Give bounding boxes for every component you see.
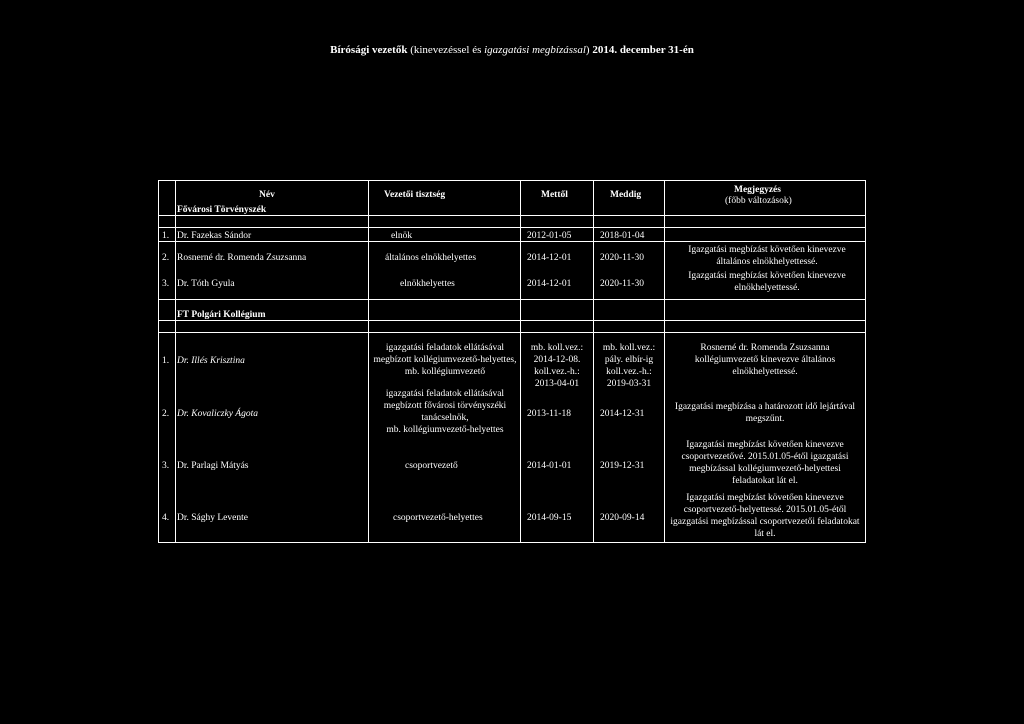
row-note: Rosnerné dr. Romenda Zsuzsanna xyxy=(700,343,830,353)
header-notes: Megjegyzés xyxy=(734,185,781,195)
row-note: megbízással kollégiumvezető-helyettesi xyxy=(689,464,841,474)
row-name: Dr. Tóth Gyula xyxy=(177,279,235,289)
section-title-court: Fővárosi Törvényszék xyxy=(177,205,267,215)
row-position: csoportvezető xyxy=(405,461,458,471)
row-divider xyxy=(159,227,865,228)
row-until: 2020-11-30 xyxy=(600,279,644,289)
row-note: általános elnökhelyettessé. xyxy=(716,257,818,267)
row-name: Dr. Sághy Levente xyxy=(177,513,248,523)
row-until: 2019-03-31 xyxy=(606,379,652,389)
row-from: 2014-09-15 xyxy=(527,513,572,523)
row-position: mb. kollégiumvezető-helyettes xyxy=(386,425,504,435)
header-name: Név xyxy=(259,190,275,200)
row-name: Rosnerné dr. Romenda Zsuzsanna xyxy=(177,253,307,263)
row-from: koll.vez.-h.: xyxy=(534,367,580,377)
row-until: mb. koll.vez.: xyxy=(602,343,656,353)
row-note: elnökhelyettessé. xyxy=(734,283,800,293)
title-paren-open: (kinevezéssel és xyxy=(407,44,485,56)
row-note: Igazgatási megbízást követően kinevezve xyxy=(686,440,844,450)
row-note: csoportvezető-helyettessé. 2015.01.05-étől xyxy=(683,505,847,515)
row-note: lát el. xyxy=(754,529,776,539)
header-until: Meddig xyxy=(610,190,642,200)
header-position: Vezetői tisztség xyxy=(384,190,446,200)
row-position: igazgatási feladatok ellátásával xyxy=(385,389,505,399)
row-until: 2020-11-30 xyxy=(600,253,644,263)
row-position: megbízott kollégiumvezető-helyettes, xyxy=(373,355,517,365)
title-italic: igazgatási megbízással xyxy=(484,44,586,56)
row-from: 2014-12-08. xyxy=(533,355,581,365)
row-note: Igazgatási megbízást követően kinevezve xyxy=(688,245,846,255)
header-notes-sub: (főbb változások) xyxy=(725,196,792,206)
col-divider-name xyxy=(368,181,369,542)
row-position: igazgatási feladatok ellátásával xyxy=(385,343,505,353)
row-note: csoportvezetővé. 2015.01.05-étől igazgatási xyxy=(681,452,849,462)
section-title-college: FT Polgári Kollégium xyxy=(177,310,266,320)
row-note: kollégiumvezető kinevezve általános xyxy=(694,355,836,365)
row-until: 2020-09-14 xyxy=(600,513,645,523)
row-note: Igazgatási megbízást követően kinevezve xyxy=(686,493,844,503)
row-from: 2014-01-01 xyxy=(527,461,572,471)
row-from: 2014-12-01 xyxy=(527,253,572,263)
row-note: megszűnt. xyxy=(745,414,785,424)
row-note: elnökhelyettessé. xyxy=(732,367,798,377)
title-paren-close: ) xyxy=(585,44,593,56)
row-note: Igazgatási megbízást követően kinevezve xyxy=(688,271,846,281)
row-divider xyxy=(159,299,865,300)
row-num: 1. xyxy=(162,356,170,366)
row-name: Dr. Fazekas Sándor xyxy=(177,231,252,241)
header-from: Mettől xyxy=(541,190,568,200)
row-num: 2. xyxy=(162,253,170,263)
row-position: általános elnökhelyettes xyxy=(385,253,477,263)
row-position: tanácselnök, xyxy=(421,413,469,423)
row-num: 2. xyxy=(162,409,170,419)
row-from: 2014-12-01 xyxy=(527,279,572,289)
row-position: csoportvezető-helyettes xyxy=(393,513,483,523)
row-num: 3. xyxy=(162,461,170,471)
row-note: Igazgatási megbízása a határozott idő lejártával xyxy=(674,402,856,412)
row-from: mb. koll.vez.: xyxy=(530,343,584,353)
title-main: Bírósági vezetők xyxy=(330,44,408,56)
row-from: 2012-01-05 xyxy=(527,231,572,241)
row-note: igazgatási megbízással csoportvezetői feladatokat xyxy=(670,517,860,527)
row-from: 2013-11-18 xyxy=(527,409,571,419)
row-until: pály. elbír-ig xyxy=(604,355,654,365)
row-name: Dr. Kovaliczky Ágota xyxy=(177,409,259,419)
row-note: feladatokat lát el. xyxy=(732,476,798,486)
row-until: 2014-12-31 xyxy=(600,409,645,419)
page-title xyxy=(0,44,1024,56)
row-divider xyxy=(159,332,865,333)
row-until: 2018-01-04 xyxy=(600,231,645,241)
row-position: elnök xyxy=(391,231,413,241)
row-num: 4. xyxy=(162,513,170,523)
row-until: koll.vez.-h.: xyxy=(606,367,652,377)
row-until: 2019-12-31 xyxy=(600,461,645,471)
title-date: 2014. december 31-én xyxy=(592,44,694,56)
row-from: 2013-04-01 xyxy=(534,379,580,389)
row-divider xyxy=(159,241,865,242)
leaders-table xyxy=(158,180,866,543)
row-name: Dr. Parlagi Mátyás xyxy=(177,461,249,471)
row-position: elnökhelyettes xyxy=(400,279,455,289)
col-divider-num xyxy=(175,181,176,542)
row-num: 1. xyxy=(162,231,170,241)
row-num: 3. xyxy=(162,279,170,289)
row-position: mb. kollégiumvezető xyxy=(404,367,486,377)
row-position: megbízott fővárosi törvényszéki xyxy=(383,401,507,411)
row-name: Dr. Illés Krisztina xyxy=(177,356,245,366)
